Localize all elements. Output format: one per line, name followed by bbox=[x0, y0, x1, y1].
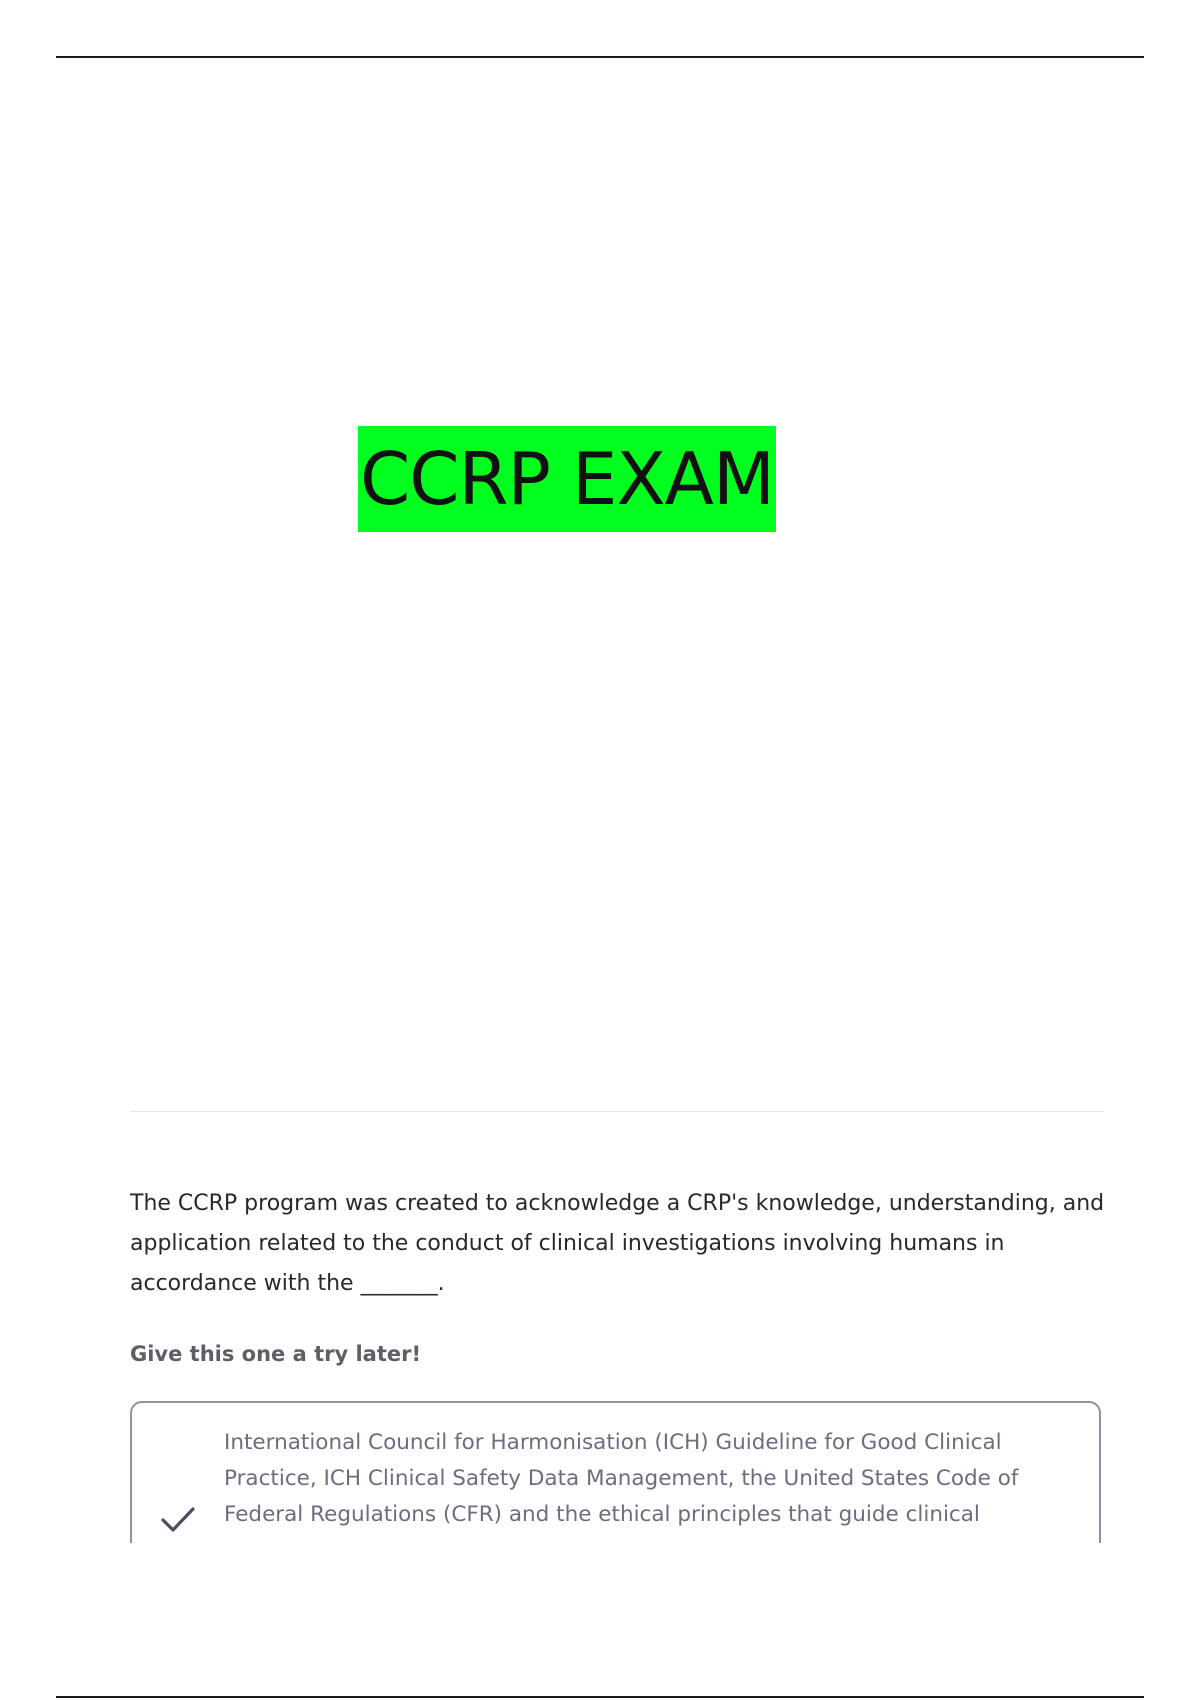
bottom-rule bbox=[56, 1696, 1144, 1698]
answer-text: International Council for Harmonisation (ICH) Guideline for Good Clinical Practice, ICH Clinical Safety Data Management, the United States Code of Federal Regulations (CFR) and the ethical principles that guide clinical bbox=[224, 1430, 1019, 1527]
flashcard-question: The CCRP program was created to acknowledge a CRP's knowledge, understanding, and application related to the conduct of clinical investigations involving humans in accordance with the _______. bbox=[130, 1191, 1105, 1296]
section-divider bbox=[130, 1111, 1104, 1112]
check-icon bbox=[160, 1505, 196, 1535]
top-rule bbox=[56, 56, 1144, 58]
flashcard-hint: Give this one a try later! bbox=[130, 1342, 422, 1366]
document-title: CCRP EXAM bbox=[359, 437, 775, 521]
title-highlight bbox=[358, 426, 776, 532]
answer-viewport bbox=[130, 1401, 1105, 1543]
answer-option[interactable] bbox=[130, 1401, 1101, 1543]
